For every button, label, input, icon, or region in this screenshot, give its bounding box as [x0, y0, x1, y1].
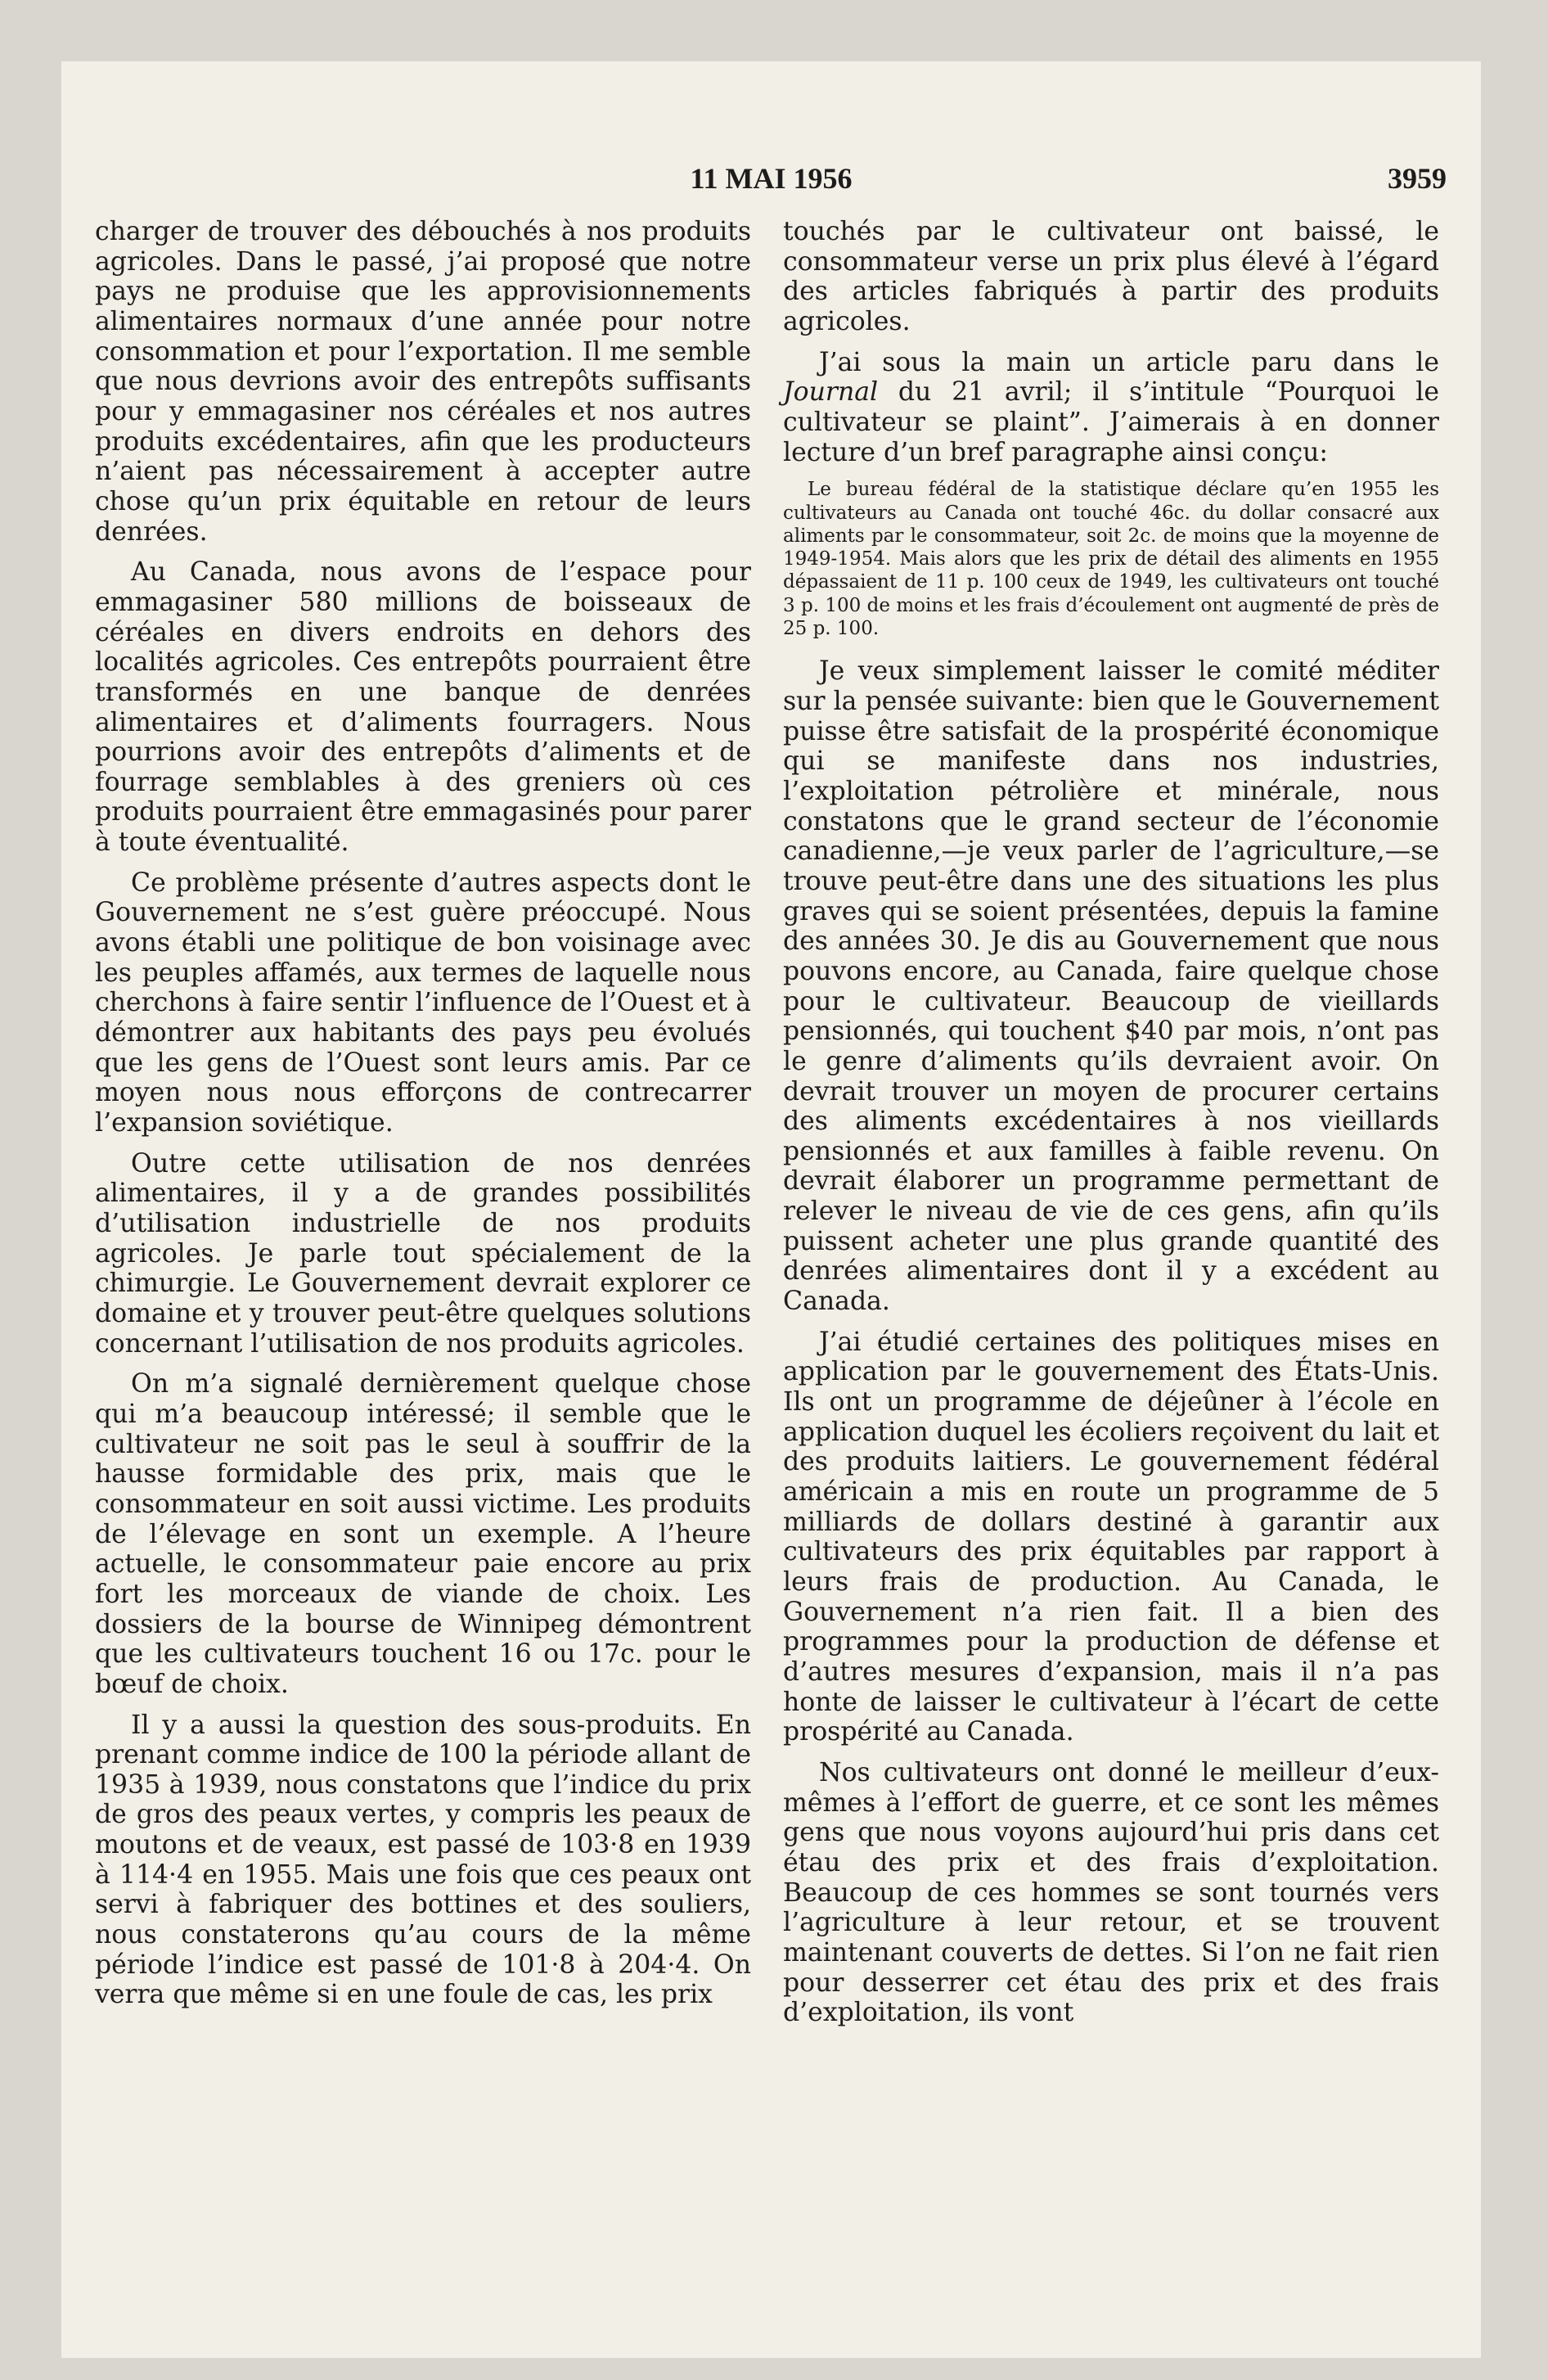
paragraph: Je veux simplement laisser le comité méditer sur la pensée suivante: bien que le Gouvernement puisse être satisfait de la prospérité économique qui se manifeste dans nos industries, l’exploitation pétrolière et minérale, nous constatons que le grand secteur de l’économie canadienne,—je veux parler de l’agriculture,—se trouve peut-être dans une des situations les plus graves qui se soient présentées, depuis la famine des années 30. Je dis au Gouvernement que nous pouvons encore, au Canada, faire quelque chose pour le cultivateur. Beaucoup de vieillards pensionnés, qui touchent $40 par mois, n’ont pas le genre d’aliments qu’ils devraient avoir. On devrait trouver un moyen de procurer certains des aliments excédentaires à nos vieillards pensionnés et aux familles à faible revenu. On devrait élaborer un programme permettant de relever le niveau de vie de ces gens, afin qu’ils puissent acheter une plus grande quantité des denrées alimentaires dont il y a excédent au Canada. — [783, 656, 1439, 1317]
left-column — [95, 217, 751, 2021]
paragraph: Il y a aussi la question des sous-produits. En prenant comme indice de 100 la période allant de 1935 à 1939, nous constatons que l’indice du prix de gros des peaux vertes, y compris les peaux de moutons et de veaux, est passé de 103·8 en 1939 à 114·4 en 1955. Mais une fois que ces peaux ont servi à fabriquer des bottines et des souliers, nous constaterons qu’au cours de la même période l’indice est passé de 101·8 à 204·4. On verra que même si en une foule de cas, les prix — [95, 1710, 751, 2010]
paragraph: Au Canada, nous avons de l’espace pour emmagasiner 580 millions de boisseaux de céréales en divers endroits en dehors des localités agricoles. Ces entrepôts pourraient être transformés en une banque de denrées alimentaires et d’aliments fourragers. Nous pourrions avoir des entrepôts d’aliments et de fourrage semblables à des greniers où ces produits pourraient être emmagasinés pour parer à toute éventualité. — [95, 557, 751, 858]
paragraph: Outre cette utilisation de nos denrées alimentaires, il y a de grandes possibilités d’utilisation industrielle de nos produits agricoles. Je parle tout spécialement de la chimurgie. Le Gouvernement devrait explorer ce domaine et y trouver peut-être quelques solutions concernant l’utilisation de nos produits agricoles. — [95, 1148, 751, 1359]
paragraph: Nos cultivateurs ont donné le meilleur d’eux-mêmes à l’effort de guerre, et ce sont les mêmes gens que nous voyons aujourd’hui pris dans cet étau des prix et des frais d’exploitation. Beaucoup de ces hommes se sont tournés vers l’agriculture à leur retour, et se trouvent maintenant couverts de dettes. Si l’on ne fait rien pour desserrer cet étau des prix et des frais d’exploitation, ils vont — [783, 1757, 1439, 2028]
running-header — [61, 161, 1481, 199]
right-column — [783, 217, 1439, 2039]
page-sheet — [61, 61, 1481, 2358]
journal-title: Journal — [783, 377, 879, 408]
header-date: 11 MAI 1956 — [690, 162, 853, 195]
journal-lead-text: J’ai sous la main un article paru dans le — [819, 347, 1439, 377]
paragraph: touchés par le cultivateur ont baissé, le consommateur verse un prix plus élevé à l’égard des articles fabriqués à partir des produits agricoles. — [783, 217, 1439, 336]
paragraph: J’ai étudié certaines des politiques mises en application par le gouvernement des États-Unis. Ils ont un programme de déjeûner à l’école en application duquel les écoliers reçoivent du lait et des produits laitiers. Le gouvernement fédéral américain a mis en route un programme de 5 milliards de dollars destiné à garantir aux cultivateurs des prix équitables par rapport à leurs frais de production. Au Canada, le Gouvernement n’a rien fait. Il a bien des programmes pour la production de défense et d’autres mesures d’expansion, mais il n’a pas honte de laisser le cultivateur à l’écart de cette prospérité au Canada. — [783, 1327, 1439, 1747]
page-number: 3959 — [1388, 162, 1447, 195]
paragraph: Ce problème présente d’autres aspects dont le Gouvernement ne s’est guère préoccupé. Nous avons établi une politique de bon voisinage avec les peuples affamés, aux termes de laquelle nous cherchons à faire sentir l’influence de l’Ouest et à démontrer aux habitants des pays peu évolués que les gens de l’Ouest sont leurs amis. Par ce moyen nous nous efforçons de contrecarrer l’expansion soviétique. — [95, 868, 751, 1138]
paragraph: charger de trouver des débouchés à nos produits agricoles. Dans le passé, j’ai proposé que notre pays ne produise que les approvisionnements alimentaires normaux d’une année pour notre consommation et pour l’exportation. Il me semble que nous devrions avoir des entrepôts suffisants pour y emmagasiner nos céréales et nos autres produits excédentaires, afin que les producteurs n’aient pas nécessairement à accepter autre chose qu’un prix équitable en retour de leurs denrées. — [95, 217, 751, 547]
paragraph-journal-citation — [783, 348, 1439, 468]
block-quote: Le bureau fédéral de la statistique déclare qu’en 1955 les cultivateurs au Canada ont touché 46c. du dollar consacré aux aliments par le consommateur, soit 2c. de moins que la moyenne de 1949-1954. Mais alors que les prix de détail des aliments en 1955 dépassaient de 11 p. 100 ceux de 1949, les cultivateurs ont touché 3 p. 100 de moins et les frais d’écoulement ont augmenté de près de 25 p. 100. — [783, 479, 1439, 640]
journal-trail-text: du 21 avril; il s’intitule “Pourquoi le cultivateur se plaint”. J’aimerais à en donner lecture d’un bref paragraphe ainsi conçu: — [783, 377, 1439, 467]
paragraph: On m’a signalé dernièrement quelque chose qui m’a beaucoup intéressé; il semble que le cultivateur ne soit pas le seul à souffrir de la hausse formidable des prix, mais que le consommateur en soit aussi victime. Les produits de l’élevage en sont un exemple. A l’heure actuelle, le consommateur paie encore au prix fort les morceaux de viande de choix. Les dossiers de la bourse de Winnipeg démontrent que les cultivateurs touchent 16 ou 17c. pour le bœuf de choix. — [95, 1369, 751, 1699]
